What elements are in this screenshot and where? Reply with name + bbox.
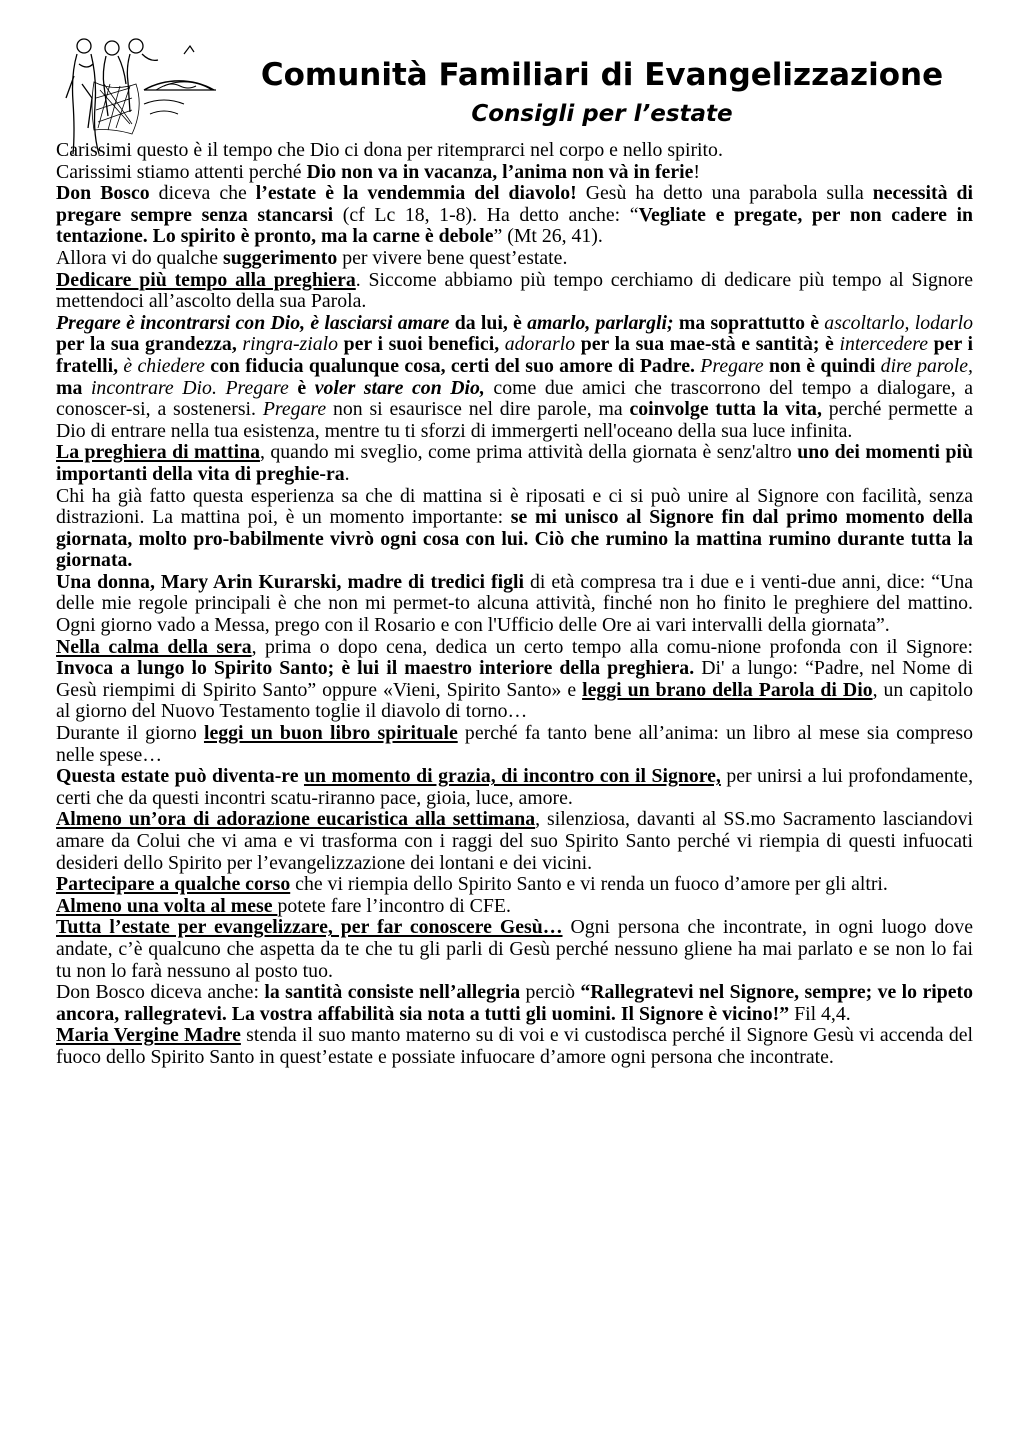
paragraph-14: Partecipare a qualche corso che vi riempia dello Spirito Santo e vi renda un fuoco d’amore per gli altri.: [56, 873, 888, 896]
paragraph-13: Almeno un’ora di adorazione eucaristica alla settimana, silenziosa, davanti al SS.mo Sacramento lasciandovi amare da Colui che vi ama e vi trasforma con i raggi del suo Spirito Santo perché vi riempia di questi infuocati desideri dello Spirito per l’evangelizzazione dei lontani e dei vicini.: [56, 808, 973, 874]
paragraph-6: Pregare è incontrarsi con Dio, è lasciarsi amare da lui, è amarlo, parlargli; ma soprattutto è ascoltarlo, lodarlo per la sua grandezza, ringra-zialo per i suoi benefici, adorarlo per la sua mae-stà e santità; è intercedere per i fratelli, è chiedere con fiducia qualunque cosa, certi del suo amore di Padre. Pregare non è quindi dire parole, ma incontrare Dio. Pregare è voler stare con Dio, come due amici che trascorrono del tempo a dialogare, a conoscer-si, a sostenersi. Pregare non si esaurisce nel dire parole, ma coinvolge tutta la vita, perché permette a Dio di entrare nella tua esistenza, mentre tu ti sforzi di immergerti nell'oceano della sua luce infinita.: [56, 311, 974, 442]
logo-illustration: [44, 24, 220, 156]
fishing-net: [92, 82, 139, 134]
paragraph-3: Don Bosco diceva che l’estate è la vendemmia del diavolo! Gesù ha detto una parabola sulla necessità di pregare sempre senza stancarsi (cf Lc 18, 1-8). Ha detto anche: “Vegliate e pregate, per non cadere in tentazione. Lo spirito è pronto, ma la carne è debole” (Mt 26, 41).: [56, 182, 973, 248]
paragraph-9: Una donna, Mary Arin Kurarski, madre di tredici figli di età compresa tra i due e i venti-due anni, dice: “Una delle mie regole principali è che non mi permet-to alcuna attività, finché non ho finito le preghiere del mattino. Ogni giorno vado a Messa, prego con il Rosario e con l'Ufficio delle Ore ai vari intervalli della giornata”.: [56, 570, 974, 637]
paragraph-16: Tutta l’estate per evangelizzare, per far conoscere Gesù… Ogni persona che incontrate, in ogni luogo dove andate, c’è qualcuno che aspetta da te che tu gli parli di Gesù perché nessuno gliene ha mai parlato e se non lo fai tu non lo farà nessuno al posto tuo.: [56, 916, 973, 982]
paragraph-8: Chi ha già fatto questa esperienza sa che di mattina si è riposati e ci si può unire al Signore con facilità, senza distrazioni. La mattina poi, è un momento importante: se mi unisco al Signore fin dal primo momento della giornata, molto pro-babilmente vivrò ogni cosa con lui. Ciò che rumino la mattina rumino durante tutta la giornata.: [56, 484, 973, 572]
paragraph-18: Maria Vergine Madre stenda il suo manto materno su di voi e vi custodisca perché il Signore Gesù vi accenda del fuoco dello Spirito Santo in quest’estate e possiate infuocare d’amore ogni persona che incontrate.: [56, 1024, 974, 1068]
paragraph-5: Dedicare più tempo alla preghiera. Siccome abbiamo più tempo cerchiamo di dedicare più tempo al Signore mettendoci all’ascolto della sua Parola.: [56, 268, 973, 313]
page-subtitle: Consigli per l’estate: [471, 101, 733, 127]
paragraph-7: La preghiera di mattina, quando mi sveglio, come prima attività della giornata è senz'altro uno dei momenti più importanti della vita di preghie-ra.: [56, 441, 973, 485]
page-title: Comunità Familiari di Evangelizzazione: [260, 57, 944, 93]
paragraph-12: Questa estate può diventa-re un momento di grazia, di incontro con il Signore, per unirsi a lui profondamente, certi che da questi incontri scatu-riranno pace, gioia, luce, amore.: [56, 765, 974, 809]
letter-body: [56, 140, 973, 1069]
paragraph-10: Nella calma della sera, prima o dopo cena, dedica un certo tempo alla comu-nione profonda con il Signore: Invoca a lungo lo Spirito Santo; è lui il maestro interiore della preghiera. Di' a lungo: “Padre, nel Nome di Gesù riempimi di Spirito Santo” oppure «Vieni, Spirito Santo» e leggi un brano della Parola di Dio, un capitolo al giorno del Nuovo Testamento toglie il diavolo di torno…: [56, 635, 973, 723]
paragraph-4: Allora vi do qualche suggerimento per vivere bene quest’estate.: [56, 246, 568, 269]
paragraph-11: Durante il giorno leggi un buon libro spirituale perché fa tanto bene all’anima: un libro al mese sia compreso nelle spese…: [56, 722, 974, 766]
paragraph-17: Don Bosco diceva anche: la santità consiste nell’allegria perciò “Rallegratevi nel Signore, sempre; ve lo ripeto ancora, rallegratevi. La vostra affabilità sia nota a tutti gli uomini. Il Signore è vicino!” Fil 4,4.: [56, 981, 973, 1025]
paragraph-15: Almeno una volta al mese potete fare l’incontro di CFE.: [56, 894, 511, 917]
figure-left: [66, 39, 99, 154]
paragraph-2: Carissimi stiamo attenti perché Dio non va in vacanza, l’anima non và in ferie!: [56, 160, 700, 183]
paragraph-1: Carissimi questo è il tempo che Dio ci dona per ritemprarci nel corpo e nello spirito.: [56, 139, 723, 161]
